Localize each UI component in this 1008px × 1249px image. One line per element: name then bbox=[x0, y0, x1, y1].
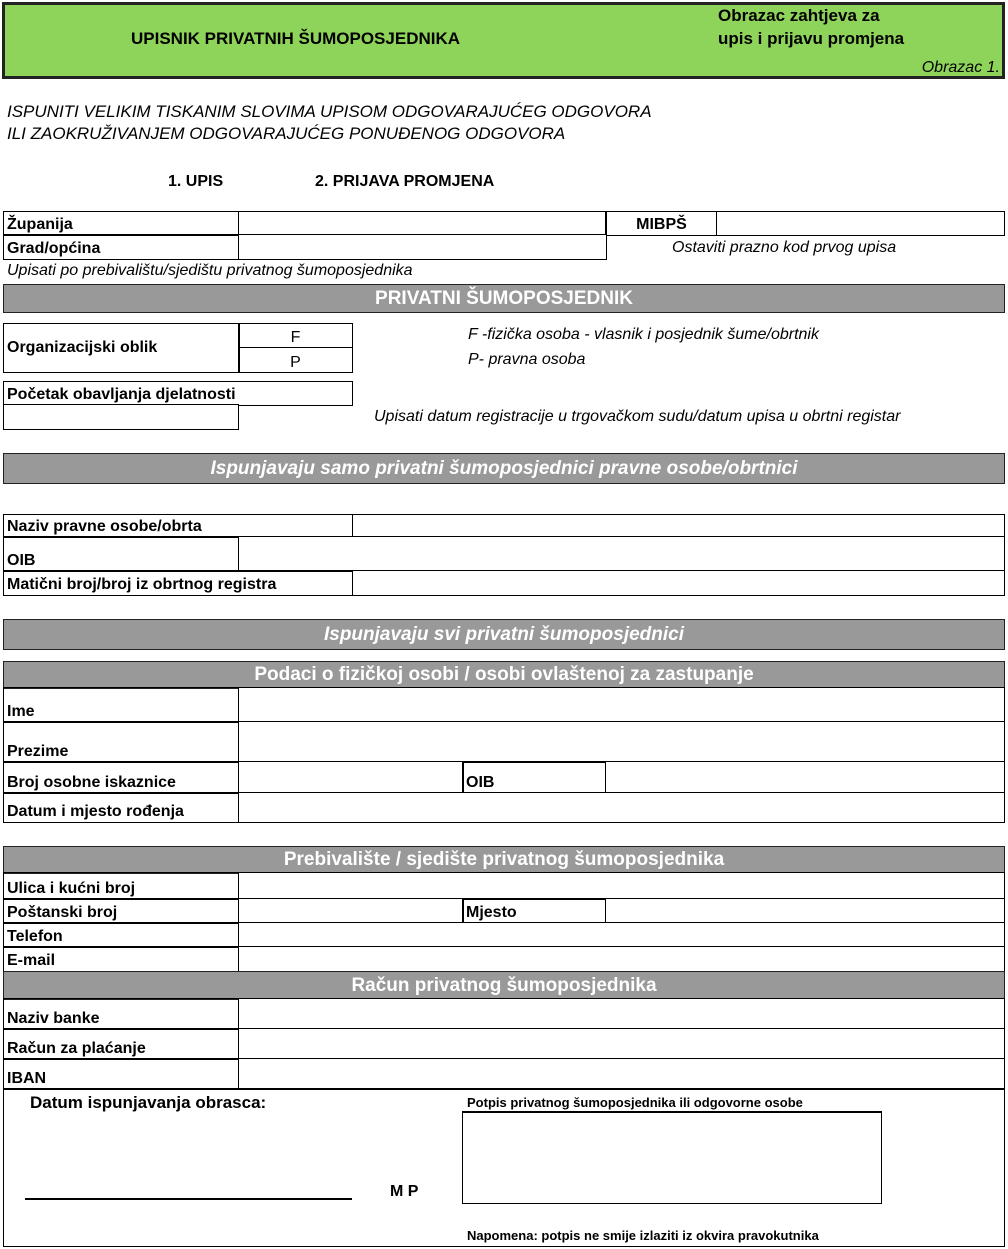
mjesto-field[interactable] bbox=[605, 898, 1005, 924]
osoba-oib-field[interactable] bbox=[605, 761, 1005, 794]
option-p[interactable]: P bbox=[238, 347, 353, 373]
oib-field[interactable] bbox=[238, 536, 1005, 572]
option-f[interactable]: F bbox=[238, 323, 353, 348]
osobna-field[interactable] bbox=[238, 761, 464, 794]
option-upis[interactable]: 1. UPIS bbox=[168, 173, 224, 190]
datum-ispunjavanja-label: Datum ispunjavanja obrasca: bbox=[30, 1093, 267, 1112]
maticni-label: Matični broj/broj iz obrtnog registra bbox=[3, 570, 354, 596]
instruction-line-1: ISPUNITI VELIKIM TISKANIM SLOVIMA UPISOM ODGOVARAJUĆEG ODGOVORA bbox=[7, 102, 652, 121]
potpis-label: Potpis privatnog šumoposjednika ili odgovorne osobe bbox=[467, 1095, 803, 1110]
org-oblik-label: Organizacijski oblik bbox=[3, 323, 240, 373]
datum-ispunjavanja-line[interactable] bbox=[25, 1198, 352, 1200]
section-racun: Račun privatnog šumoposjednika bbox=[3, 971, 1005, 1000]
section-prebivaliste: Prebivalište / sjedište privatnog šumoposjednika bbox=[3, 846, 1005, 874]
form-subtitle-1: Obrazac zahtjeva za bbox=[718, 6, 880, 25]
ulica-field[interactable] bbox=[238, 872, 1005, 900]
ime-field[interactable] bbox=[238, 687, 1005, 723]
postanski-field[interactable] bbox=[238, 898, 464, 924]
pocetak-note: Upisati datum registracije u trgovačkom sudu/datum upisa u obrtni registar bbox=[374, 408, 901, 425]
section-privatni-sumoposjednik: PRIVATNI ŠUMOPOSJEDNIK bbox=[3, 284, 1005, 313]
signature-box[interactable] bbox=[462, 1111, 882, 1204]
telefon-label: Telefon bbox=[3, 922, 240, 948]
mibps-note: Ostaviti prazno kod prvog upisa bbox=[672, 239, 897, 256]
maticni-field[interactable] bbox=[352, 570, 1005, 596]
section-svi: Ispunjavaju svi privatni šumoposjednici bbox=[3, 619, 1005, 650]
email-field[interactable] bbox=[238, 946, 1005, 972]
section-pravne-osobe: Ispunjavaju samo privatni šumoposjednici pravne osobe/obrtnici bbox=[3, 453, 1005, 484]
banka-field[interactable] bbox=[238, 998, 1005, 1030]
naziv-field[interactable] bbox=[352, 514, 1005, 538]
naziv-label: Naziv pravne osobe/obrta bbox=[3, 514, 354, 538]
datum-rodjenja-label: Datum i mjesto rođenja bbox=[3, 792, 240, 823]
ime-label: Ime bbox=[3, 687, 240, 723]
email-label: E-mail bbox=[3, 946, 240, 972]
location-note: Upisati po prebivalištu/sjedištu privatnog šumoposjednika bbox=[7, 262, 413, 279]
zupanija-label: Županija bbox=[3, 211, 240, 236]
osobna-label: Broj osobne iskaznice bbox=[3, 761, 240, 794]
postanski-label: Poštanski broj bbox=[3, 898, 240, 924]
f-note: F -fizička osoba - vlasnik i posjednik šume/obrtnik bbox=[468, 326, 819, 343]
mjesto-label: Mjesto bbox=[462, 898, 607, 924]
osoba-oib-label: OIB bbox=[462, 761, 607, 794]
p-note: P- pravna osoba bbox=[468, 351, 586, 368]
pocetak-field[interactable] bbox=[3, 404, 239, 430]
telefon-field[interactable] bbox=[238, 922, 1005, 948]
pocetak-label: Početak obavljanja djelatnosti bbox=[3, 381, 353, 406]
form-number: Obrazac 1. bbox=[921, 59, 1000, 76]
form-subtitle-2: upis i prijavu promjena bbox=[718, 29, 905, 48]
iban-field[interactable] bbox=[238, 1058, 1005, 1090]
mibps-label: MIBPŠ bbox=[605, 211, 718, 236]
racun-field[interactable] bbox=[238, 1028, 1005, 1060]
prezime-field[interactable] bbox=[238, 721, 1005, 763]
racun-label: Račun za plaćanje bbox=[3, 1028, 240, 1060]
datum-rodjenja-field[interactable] bbox=[238, 792, 1005, 823]
iban-label: IBAN bbox=[3, 1058, 240, 1090]
section-podaci: Podaci o fizičkoj osobi / osobi ovlaštenoj za zastupanje bbox=[3, 661, 1005, 689]
form-title: UPISNIK PRIVATNIH ŠUMOPOSJEDNIKA bbox=[131, 29, 461, 48]
oib-label: OIB bbox=[3, 536, 240, 572]
grad-field[interactable] bbox=[238, 234, 607, 260]
ulica-label: Ulica i kućni broj bbox=[3, 872, 240, 900]
instruction-line-2: ILI ZAOKRUŽIVANJEM ODGOVARAJUĆEG PONUĐENOG ODGOVORA bbox=[7, 124, 566, 143]
zupanija-field[interactable] bbox=[238, 211, 607, 236]
napomena-note: Napomena: potpis ne smije izlaziti iz okvira pravokutnika bbox=[467, 1228, 819, 1243]
prezime-label: Prezime bbox=[3, 721, 240, 763]
option-prijava-promjena[interactable]: 2. PRIJAVA PROMJENA bbox=[315, 173, 495, 190]
banka-label: Naziv banke bbox=[3, 998, 240, 1030]
mibps-field[interactable] bbox=[716, 211, 1005, 236]
grad-label: Grad/općina bbox=[3, 234, 240, 260]
mp-stamp-label: M P bbox=[390, 1183, 419, 1200]
